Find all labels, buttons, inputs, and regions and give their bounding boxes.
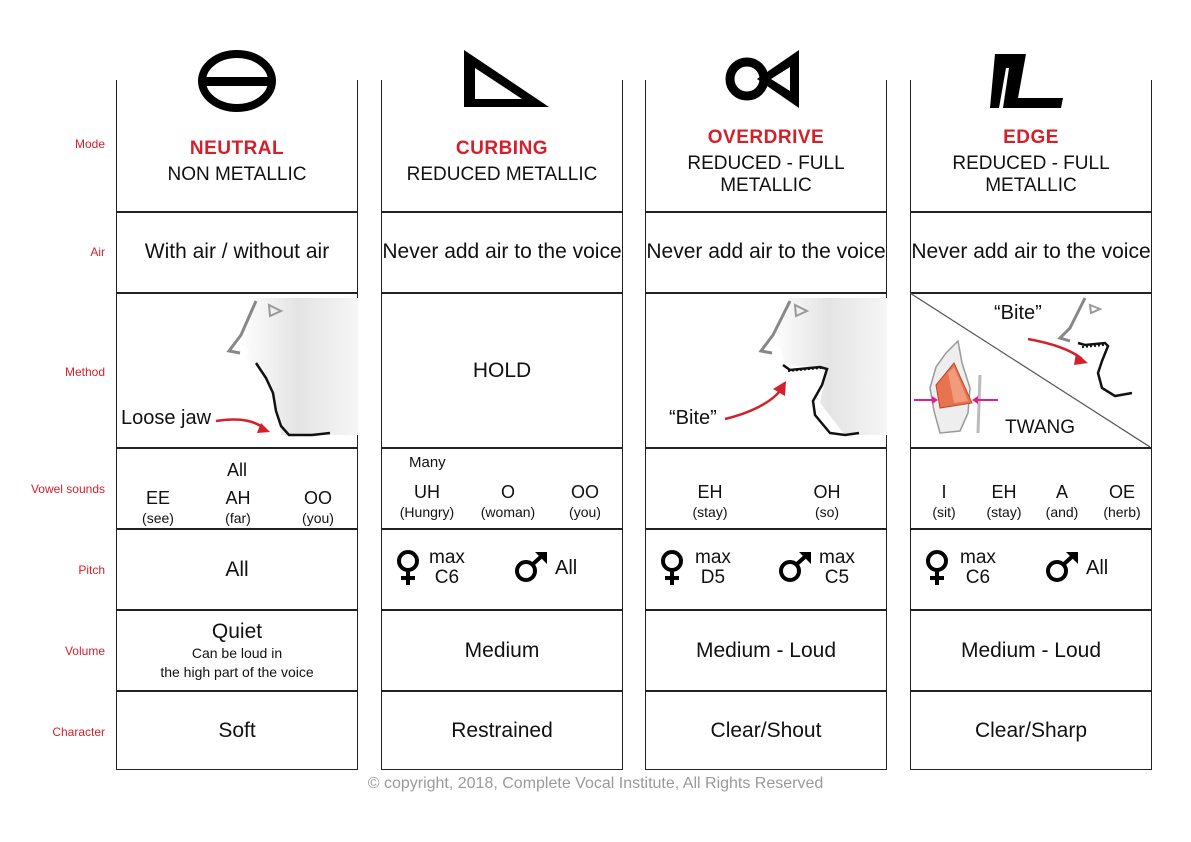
vowel-header: All	[226, 460, 247, 480]
pitch-male-note: C5	[824, 567, 850, 588]
male-icon	[513, 552, 549, 584]
volume-main: Medium	[464, 638, 540, 662]
mode-name: OVERDRIVE	[707, 127, 825, 148]
vowel-item: AH (far)	[225, 488, 251, 526]
vowel-item: I (sit)	[932, 482, 956, 520]
copyright-text: © copyright, 2018, Complete Vocal Institute, All Rights Reserved	[367, 775, 824, 792]
method-label: Loose jaw	[121, 407, 212, 429]
column-curbing	[381, 80, 623, 770]
curbing-symbol-icon	[381, 48, 623, 118]
vowel-item: OE (herb)	[1103, 482, 1141, 520]
row-label-vowel-sounds: Vowel sounds	[30, 482, 105, 496]
mode-name: NEUTRAL	[189, 138, 285, 159]
vowel-item: OO (you)	[302, 488, 334, 526]
vowel-item: EE (see)	[142, 488, 174, 526]
column-overdrive	[645, 80, 887, 770]
female-icon	[924, 550, 952, 586]
pitch-text: All	[225, 557, 249, 581]
row-label-character: Character	[52, 725, 105, 739]
vowel-item: A (and)	[1045, 482, 1079, 520]
method-label-twang: TWANG	[1005, 417, 1076, 438]
column-neutral	[116, 80, 358, 770]
volume-main: Medium - Loud	[695, 638, 837, 662]
row-label-mode: Mode	[74, 137, 105, 151]
vowel-item: EH (stay)	[692, 482, 728, 520]
character-text: Restrained	[451, 719, 553, 742]
character-text: Clear/Sharp	[974, 719, 1088, 742]
mode-metallic: REDUCED METALLIC	[406, 164, 598, 185]
air-text: With air / without air	[144, 240, 330, 263]
vowel-item: OH (so)	[813, 482, 841, 520]
pitch-male: All	[555, 557, 578, 579]
pitch-male: All	[1086, 557, 1109, 579]
pitch-female-note: C6	[434, 567, 460, 588]
air-text: Never add air to the voice	[911, 240, 1151, 263]
pitch-male-max: max	[819, 547, 855, 568]
mode-name: CURBING	[455, 138, 549, 159]
air-text: Never add air to the voice	[382, 240, 622, 263]
method-label: “Bite”	[669, 407, 717, 429]
method-label: “Bite”	[994, 302, 1042, 324]
pitch-female-note: D5	[700, 567, 726, 588]
edge-symbol-icon	[910, 48, 1152, 118]
mode-metallic: REDUCED - FULL METALLIC	[952, 153, 1110, 196]
pitch-female-max: max	[960, 547, 996, 568]
male-icon	[777, 552, 813, 584]
pitch-female-max: max	[429, 547, 465, 568]
female-icon	[659, 550, 687, 586]
female-icon	[395, 550, 423, 586]
character-text: Clear/Shout	[710, 719, 822, 742]
method-label: HOLD	[472, 358, 532, 382]
vowel-item: UH (Hungry)	[399, 482, 455, 520]
mode-metallic: REDUCED - FULL METALLIC	[687, 153, 845, 196]
volume-sub: the high part of the voice	[160, 663, 314, 680]
character-text: Soft	[218, 719, 256, 742]
row-label-volume: Volume	[64, 644, 105, 658]
column-edge	[910, 80, 1152, 770]
row-label-method: Method	[64, 365, 105, 379]
volume-main: Quiet	[211, 619, 263, 643]
overdrive-symbol-icon	[645, 48, 887, 118]
vowel-item: O (woman)	[480, 482, 536, 520]
vowel-header: Many	[409, 454, 446, 471]
row-label-air: Air	[90, 245, 105, 259]
neutral-symbol-icon	[116, 48, 358, 118]
vowel-item: EH (stay)	[986, 482, 1022, 520]
mode-metallic: NON METALLIC	[167, 164, 307, 185]
volume-sub: Can be loud in	[191, 644, 283, 661]
air-text: Never add air to the voice	[646, 240, 886, 263]
male-icon	[1044, 552, 1080, 584]
row-label-pitch: Pitch	[78, 563, 105, 577]
vowel-item: OO (you)	[569, 482, 601, 520]
volume-main: Medium - Loud	[960, 638, 1102, 662]
pitch-female-max: max	[695, 547, 731, 568]
mode-name: EDGE	[1003, 127, 1059, 148]
pitch-female-note: C6	[965, 567, 991, 588]
